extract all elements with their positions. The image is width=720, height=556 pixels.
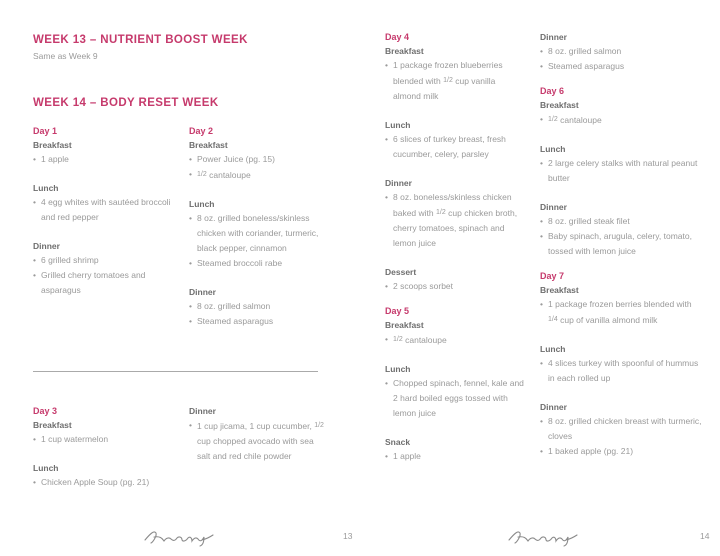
day-7-breakfast-text: cup of vanilla almond milk <box>560 315 658 325</box>
day-3-breakfast-item: • 1 cup watermelon <box>33 432 178 447</box>
day-2-breakfast-item: • Power Juice (pg. 15) <box>189 152 324 167</box>
day-3-label: Day 3 <box>33 406 58 416</box>
day-7-lunch-label: Lunch <box>540 344 566 354</box>
day-5-label: Day 5 <box>385 306 410 316</box>
fraction: 1/2 <box>314 422 324 429</box>
day-4-dinner-text: cup chicken broth, cherry tomatoes, spinach and lemon juice <box>393 208 518 248</box>
day-2-breakfast-item <box>189 167 324 183</box>
fraction: 1/4 <box>548 316 558 323</box>
day-3-column <box>33 404 178 490</box>
week-13-subtitle: Same as Week 9 <box>33 51 98 61</box>
dinner-item: • 8 oz. grilled salmon <box>540 44 702 59</box>
day-6-lunch-label: Lunch <box>540 144 566 154</box>
day-6-label: Day 6 <box>540 86 565 96</box>
fraction: 1/2 <box>436 209 446 216</box>
day-5-snack-item: • 1 apple <box>385 449 525 464</box>
day-4-label: Day 4 <box>385 32 410 42</box>
day-4-dessert-label: Dessert <box>385 267 417 277</box>
day-2-label: Day 2 <box>189 126 214 136</box>
day-4-dinner-label: Dinner <box>385 178 412 188</box>
day-4-lunch-item: • 6 slices of turkey breast, fresh cucumber, celery, parsley <box>385 132 525 162</box>
page-number: 14 <box>700 531 710 541</box>
day-6-breakfast-item <box>540 112 702 128</box>
day-5-snack-label: Snack <box>385 437 411 447</box>
day-2-dinner-item: • 8 oz. grilled salmon <box>189 299 324 314</box>
day-3-dinner-label: Dinner <box>189 406 216 416</box>
page-number: 13 <box>343 531 353 541</box>
day-5-breakfast-text: cantaloupe <box>405 335 447 345</box>
fraction: 1/2 <box>548 116 558 123</box>
day-6-lunch-item: • 2 large celery stalks with natural peanut butter <box>540 156 702 186</box>
day-6-breakfast-text: cantaloupe <box>560 115 602 125</box>
tracy-signature-logo <box>142 524 216 548</box>
day-7-dinner-item: • 1 baked apple (pg. 21) <box>540 444 702 459</box>
day-3-lunch-item: • Chicken Apple Soup (pg. 21) <box>33 475 178 490</box>
fraction: 1/2 <box>197 171 207 178</box>
day-4-breakfast-item <box>385 58 525 104</box>
day-1-lunch-item: • 4 egg whites with sautéed broccoli and red pepper <box>33 195 178 225</box>
fraction: 1/2 <box>393 336 403 343</box>
day-4-breakfast-label: Breakfast <box>385 46 424 56</box>
day-2-breakfast-label: Breakfast <box>189 140 228 150</box>
day-5-lunch-item: • Chopped spinach, fennel, kale and 2 hard boiled eggs tossed with lemon juice <box>385 376 525 421</box>
day-7-label: Day 7 <box>540 271 565 281</box>
day-3-dinner-text: cup chopped avocado with sea salt and red chile powder <box>197 436 314 461</box>
day-3-lunch-label: Lunch <box>33 463 59 473</box>
day-6-7-column <box>540 30 702 459</box>
week-13-title: WEEK 13 – NUTRIENT BOOST WEEK <box>33 34 248 46</box>
day-5-breakfast-label: Breakfast <box>385 320 424 330</box>
day-4-5-column <box>385 30 525 464</box>
day-2-lunch-label: Lunch <box>189 199 215 209</box>
day-7-dinner-label: Dinner <box>540 402 567 412</box>
day-7-dinner-item: • 8 oz. grilled chicken breast with turmeric, cloves <box>540 414 702 444</box>
day-3-dinner-text: 1 cup jicama, 1 cup cucumber, <box>197 421 312 431</box>
day-3-dinner-column <box>189 404 327 464</box>
day-1-dinner-label: Dinner <box>33 241 60 251</box>
day-6-dinner-item: • Baby spinach, arugula, celery, tomato, tossed with lemon juice <box>540 229 702 259</box>
day-4-breakfast-text: 1 package frozen blueberries blended with <box>393 60 503 86</box>
right-page <box>360 0 720 556</box>
day-2-breakfast-text: cantaloupe <box>209 170 251 180</box>
day-2-lunch-item: • 8 oz. grilled boneless/skinless chicken with coriander, turmeric, black pepper, cinnamon <box>189 211 324 256</box>
day-3-breakfast-label: Breakfast <box>33 420 72 430</box>
day-2-dinner-item: • Steamed asparagus <box>189 314 324 329</box>
day-1-breakfast-label: Breakfast <box>33 140 72 150</box>
day-6-breakfast-label: Breakfast <box>540 100 579 110</box>
day-1-dinner-item: • 6 grilled shrimp <box>33 253 178 268</box>
day-4-dessert-item: • 2 scoops sorbet <box>385 279 525 294</box>
day-3-dinner-item <box>189 418 327 464</box>
day-1-column <box>33 124 178 298</box>
day-6-dinner-item: • 8 oz. grilled steak filet <box>540 214 702 229</box>
section-divider <box>33 371 318 372</box>
day-1-dinner-item: • Grilled cherry tomatoes and asparagus <box>33 268 178 298</box>
day-2-dinner-label: Dinner <box>189 287 216 297</box>
day-1-label: Day 1 <box>33 126 58 136</box>
day-2-column <box>189 124 324 329</box>
tracy-signature-logo <box>506 524 580 548</box>
day-2-lunch-item: • Steamed broccoli rabe <box>189 256 324 271</box>
day-4-dinner-item <box>385 190 525 251</box>
day-7-lunch-item: • 4 slices turkey with spoonful of hummus in each rolled up <box>540 356 702 386</box>
day-4-breakfast-text: cup vanilla almond milk <box>393 76 496 101</box>
day-7-breakfast-text: 1 package frozen berries blended with <box>548 299 692 309</box>
day-7-breakfast-label: Breakfast <box>540 285 579 295</box>
day-1-breakfast-item: • 1 apple <box>33 152 178 167</box>
dinner-item: • Steamed asparagus <box>540 59 702 74</box>
week-14-title: WEEK 14 – BODY RESET WEEK <box>33 97 219 109</box>
dinner-label: Dinner <box>540 32 567 42</box>
day-5-breakfast-item <box>385 332 525 348</box>
day-4-dinner-text: 8 oz. boneless/skinless chicken baked with <box>393 192 512 218</box>
day-7-breakfast-item <box>540 297 702 328</box>
fraction: 1/2 <box>443 77 453 84</box>
day-6-dinner-label: Dinner <box>540 202 567 212</box>
day-1-lunch-label: Lunch <box>33 183 59 193</box>
day-4-lunch-label: Lunch <box>385 120 411 130</box>
day-5-lunch-label: Lunch <box>385 364 411 374</box>
